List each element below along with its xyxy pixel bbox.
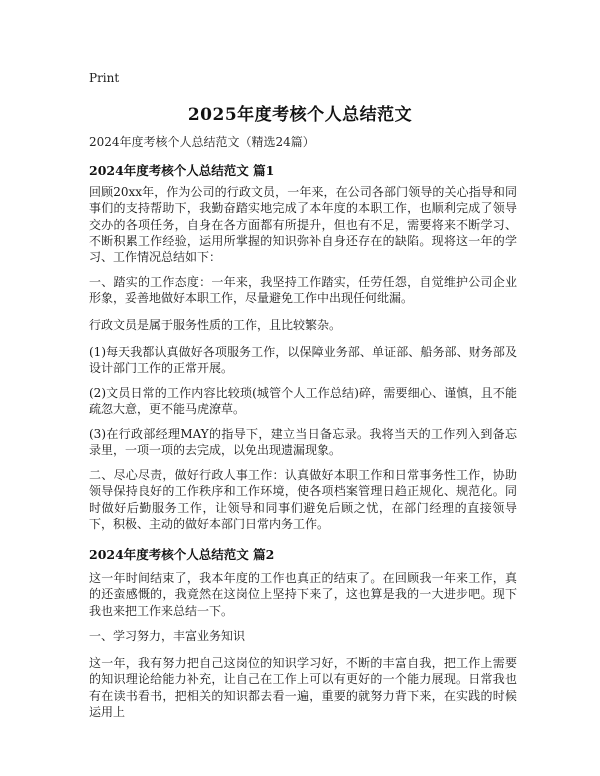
document-title: 2025年度考核个人总结范文 [187,105,413,125]
section-1-heading: 2024年度考核个人总结范文 篇1 [89,163,275,178]
paragraph: 一、学习努力，丰富业务知识 [89,629,246,643]
paragraph: (2)文员日常的工作内容比较琐(城管个人工作总结)碎，需要细心、谨慎，且不能疏忽大意，更不能马虎潦草。 [89,386,517,417]
section-2-heading: 2024年度考核个人总结范文 篇2 [89,547,275,562]
document-subtitle: 2024年度考核个人总结范文（精选24篇） [89,135,315,149]
paragraph: (1)每天我都认真做好各项服务工作，以保障业务部、单证部、船务部、财务部及设计部门工作的正常开展。 [89,345,517,376]
paragraph: 回顾20xx年，作为公司的行政文员，一年来，在公司各部门领导的关心指导和同事们的支持帮助下，我勤奋踏实地完成了本年度的本职工作，也顺利完成了领导交办的各项任务，自身在各方面都有所提升，但也有不足，需要将来不断学习、不断积累工作经验，运用所掌握的知识弥补自身还存在的缺陷。现将这一年的学习、工作情况总结如下： [89,185,517,265]
paragraph: 二、尽心尽责，做好行政人事工作：认真做好本职工作和日常事务性工作，协助领导保持良好的工作秩序和工作环境，使各项档案管理日趋正规化、规范化。同时做好后勤服务工作，让领导和同事们避免后顾之忧，在部门经理的直接领导下，积极、主动的做好本部门日常内务工作。 [89,468,517,531]
print-link[interactable]: Print [89,71,120,85]
paragraph: 一、踏实的工作态度：一年来，我坚持工作踏实，任劳任怨，自觉维护公司企业形象，妥善地做好本职工作，尽量避免工作中出现任何纰漏。 [89,275,517,306]
paragraph: (3)在行政部经理MAY的指导下，建立当日备忘录。我将当天的工作列入到备忘录里，一项一项的去完成，以免出现遗漏现象。 [89,427,517,458]
paragraph: 行政文员是属于服务性质的工作，且比较繁杂。 [89,318,342,332]
paragraph: 这一年时间结束了，我本年度的工作也真正的结束了。在回顾我一年来工作，真的还蛮感慨的，我竟然在这岗位上坚持下来了，这也算是我的一大进步吧。现下我也来把工作来总结一下。 [89,571,517,618]
paragraph: 这一年，我有努力把自己这岗位的知识学习好，不断的丰富自我，把工作上需要的知识理论给能力补充，让自己在工作上可以有更好的一个能力展现。日常我也有在读书看书，把相关的知识都去看一遍，重要的就努力背下来，在实践的时候运用上 [89,656,517,719]
